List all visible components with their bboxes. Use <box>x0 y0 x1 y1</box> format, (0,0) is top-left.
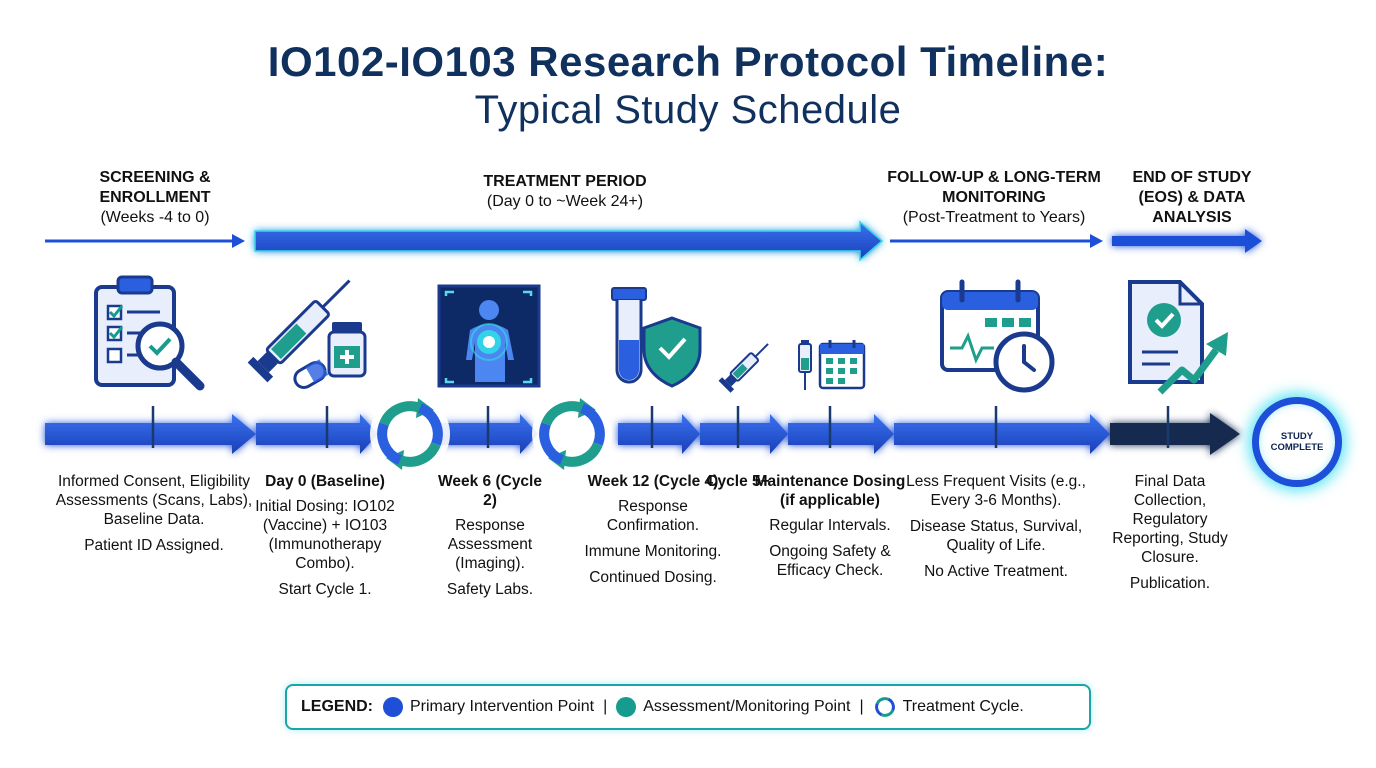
milestone-screening <box>52 472 256 562</box>
phase-name: SCREENING & ENROLLMENT <box>99 169 211 206</box>
legend-separator: | <box>603 698 608 715</box>
milestone-text: No Active Treatment. <box>924 563 1068 580</box>
syringe-calendar-icon <box>799 340 864 390</box>
study-complete-marker <box>1252 397 1342 487</box>
milestone-maintenance <box>752 472 908 587</box>
phase-name: END OF STUDY (EOS) & DATA ANALYSIS <box>1132 169 1252 226</box>
milestone-text: Continued Dosing. <box>589 569 717 586</box>
syringe-vial-icon <box>248 271 365 391</box>
milestone-heading: Maintenance Dosing (if applicable) <box>754 473 906 509</box>
milestone-text: Immune Monitoring. <box>584 543 722 560</box>
milestone-heading: Cycle 5+ <box>706 473 770 490</box>
legend-separator: | <box>859 698 864 715</box>
milestone-week-6 <box>430 472 550 606</box>
milestone-text: Less Frequent Visits (e.g., Every 3-6 Months). <box>906 473 1086 509</box>
legend-item-primary <box>383 697 594 717</box>
phase-name: TREATMENT PERIOD <box>483 173 647 190</box>
milestone-heading: Week 6 (Cycle 2) <box>438 473 542 509</box>
milestone-text: Regular Intervals. <box>769 517 891 534</box>
primary-dot-icon <box>383 697 403 717</box>
page-title: IO102-IO103 Research Protocol Timeline: <box>267 38 1109 85</box>
cycle-icon <box>873 695 897 719</box>
body-scan-icon <box>439 286 539 386</box>
timeline-bar <box>45 413 1240 455</box>
milestone-text: Safety Labs. <box>446 581 534 598</box>
milestone-heading: Day 0 (Baseline) <box>265 473 385 490</box>
milestone-text: Start Cycle 1. <box>278 581 372 598</box>
phase-arrow-end <box>1112 229 1262 253</box>
phase-arrow-follow-up <box>890 234 1103 248</box>
assessment-dot-icon <box>616 697 636 717</box>
milestone-text: Initial Dosing: IO102 (Vaccine) + IO103 (Immunotherapy Combo). <box>255 498 395 572</box>
clipboard-checklist-icon <box>96 277 200 386</box>
milestone-text: Ongoing Safety & Efficacy Check. <box>769 543 891 579</box>
phase-arrow-screening <box>45 234 245 248</box>
phase-range: (Post-Treatment to Years) <box>902 209 1086 226</box>
calendar-clock-icon <box>942 282 1052 390</box>
phase-arrow-treatment <box>255 222 882 260</box>
legend <box>285 684 1091 730</box>
legend-label: Treatment Cycle. <box>902 698 1024 715</box>
milestone-text: Disease Status, Survival, Quality of Life. <box>909 518 1083 554</box>
milestone-text: Response Confirmation. <box>606 498 700 534</box>
milestone-text: Final Data Collection, Regulatory Reporting, Study Closure. <box>1112 473 1228 566</box>
milestone-day-0 <box>250 472 400 606</box>
treatment-cycle-icon <box>532 394 612 474</box>
milestone-text: Patient ID Assigned. <box>84 537 224 554</box>
milestone-follow-up <box>898 472 1094 588</box>
legend-item-assessment <box>616 697 850 717</box>
milestone-text: Response Assessment (Imaging). <box>447 517 533 572</box>
legend-item-cycle <box>873 695 1024 719</box>
report-growth-icon <box>1130 282 1228 392</box>
test-tube-shield-icon <box>612 288 700 386</box>
legend-label: Primary Intervention Point <box>410 698 595 715</box>
phase-name: FOLLOW-UP & LONG-TERM MONITORING <box>887 169 1101 206</box>
page-subtitle: Typical Study Schedule <box>474 88 902 132</box>
legend-title: LEGEND: <box>301 698 373 715</box>
milestone-heading: Week 12 (Cycle 4) <box>587 473 719 490</box>
milestone-end-of-study <box>1106 472 1234 600</box>
small-syringe-icon <box>719 338 774 393</box>
treatment-cycle-icon <box>370 394 450 474</box>
milestone-text: Publication. <box>1129 575 1211 592</box>
study-complete-label: STUDY COMPLETE <box>1270 431 1324 453</box>
legend-label: Assessment/Monitoring Point <box>643 698 851 715</box>
phase-range: (Weeks -4 to 0) <box>100 209 210 226</box>
phase-range: (Day 0 to ~Week 24+) <box>486 193 644 210</box>
milestone-text: Informed Consent, Eligibility Assessments (Scans, Labs), Baseline Data. <box>55 473 253 528</box>
